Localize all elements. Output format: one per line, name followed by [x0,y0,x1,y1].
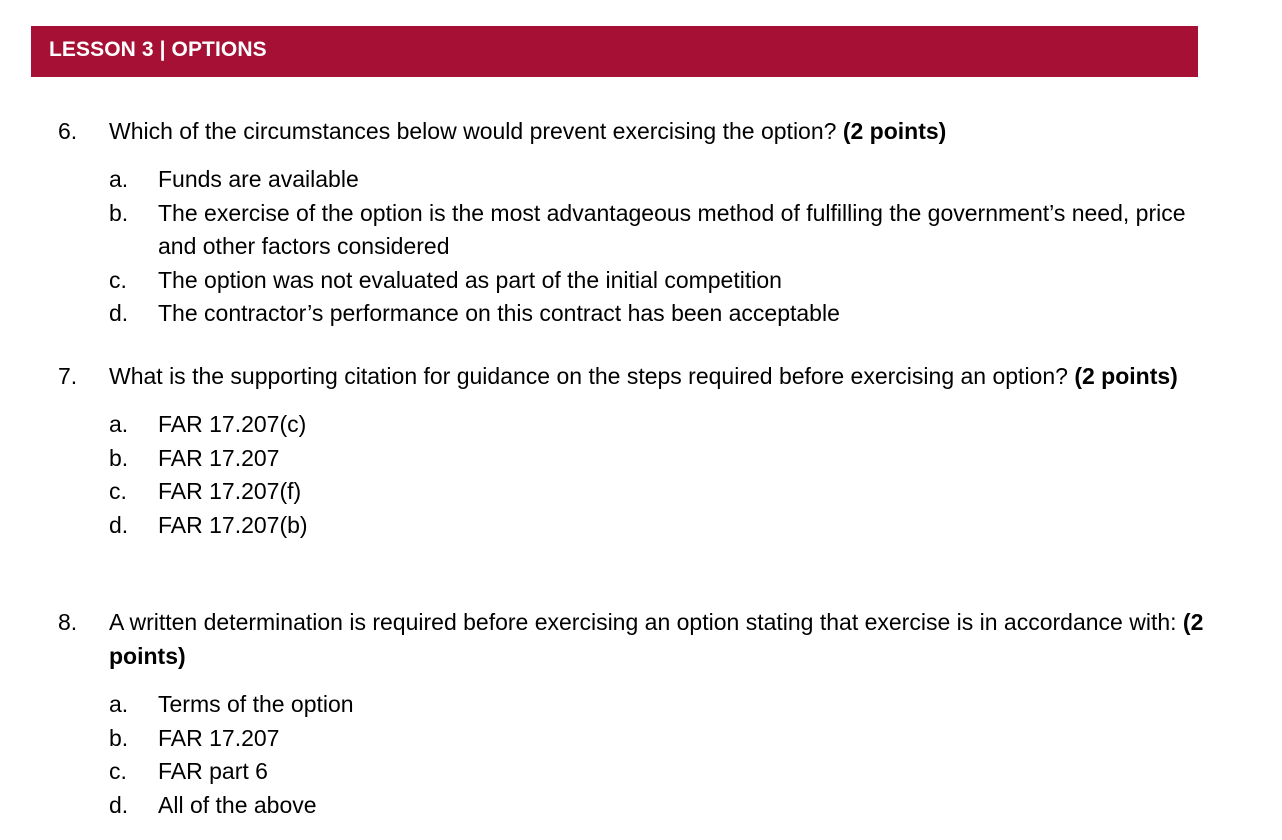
question-text [109,114,1218,148]
option-letter: d. [109,791,129,818]
lesson-title: LESSON 3 | OPTIONS [49,37,267,61]
lesson-header-bar [31,26,1198,77]
option-letter: c. [109,758,127,784]
question-prompt: A written determination is required before exercising an option stating that exercise is in accordance with: [109,609,1183,635]
option-letter: b. [109,444,129,471]
option-text: FAR 17.207 [158,444,280,471]
option-letter: a. [109,691,129,717]
option-letter: d. [109,300,129,326]
option-letter: d. [109,511,129,538]
question-text [109,605,1218,673]
question-7 [58,359,1218,542]
option-letter: c. [109,266,127,293]
option-text: FAR 17.207(f) [158,478,302,504]
option-letter: b. [109,724,129,751]
answer-option-d[interactable] [109,789,1218,823]
answer-option-d[interactable] [109,297,1218,331]
option-text: FAR 17.207(b) [158,511,308,538]
question-6 [58,114,1218,331]
option-letter: c. [109,478,127,504]
option-letter: b. [109,199,129,226]
answer-options [109,408,1218,542]
option-text: The exercise of the option is the most advantageous method of fulfilling the government’s need, price and other factors considered [158,199,1186,259]
option-text: All of the above [158,791,317,818]
answer-option-c[interactable] [109,475,1218,509]
answer-option-c[interactable] [109,264,1218,298]
answer-option-a[interactable] [109,688,1218,722]
answer-option-a[interactable] [109,163,1218,197]
question-points: (2 points) [842,118,947,144]
answer-option-b[interactable] [109,197,1218,264]
option-text: The option was not evaluated as part of the initial competition [158,266,782,293]
answer-option-c[interactable] [109,755,1218,789]
question-prompt: What is the supporting citation for guidance on the steps required before exercising an option? [109,363,1075,389]
answer-option-b[interactable] [109,722,1218,756]
question-points: (2 points) [1074,363,1178,389]
option-text: FAR 17.207 [158,724,280,751]
question-points: (2 points) [109,609,1204,669]
answer-options [109,688,1218,822]
question-8 [58,605,1218,822]
question-text [109,359,1218,393]
answer-option-a[interactable] [109,408,1218,442]
answer-option-b[interactable] [109,442,1218,476]
option-letter: a. [109,411,129,437]
option-text: FAR part 6 [158,758,268,784]
question-number: 6. [58,118,78,144]
question-number: 8. [58,609,78,635]
question-prompt: Which of the circumstances below would prevent exercising the option? [109,118,843,144]
answer-option-d[interactable] [109,509,1218,543]
option-text: The contractor’s performance on this contract has been acceptable [158,300,840,326]
option-text: Terms of the option [158,691,354,717]
option-letter: a. [109,166,129,192]
answer-options [109,163,1218,331]
option-text: FAR 17.207(c) [158,411,307,437]
question-number: 7. [58,363,78,389]
option-text: Funds are available [158,166,359,192]
